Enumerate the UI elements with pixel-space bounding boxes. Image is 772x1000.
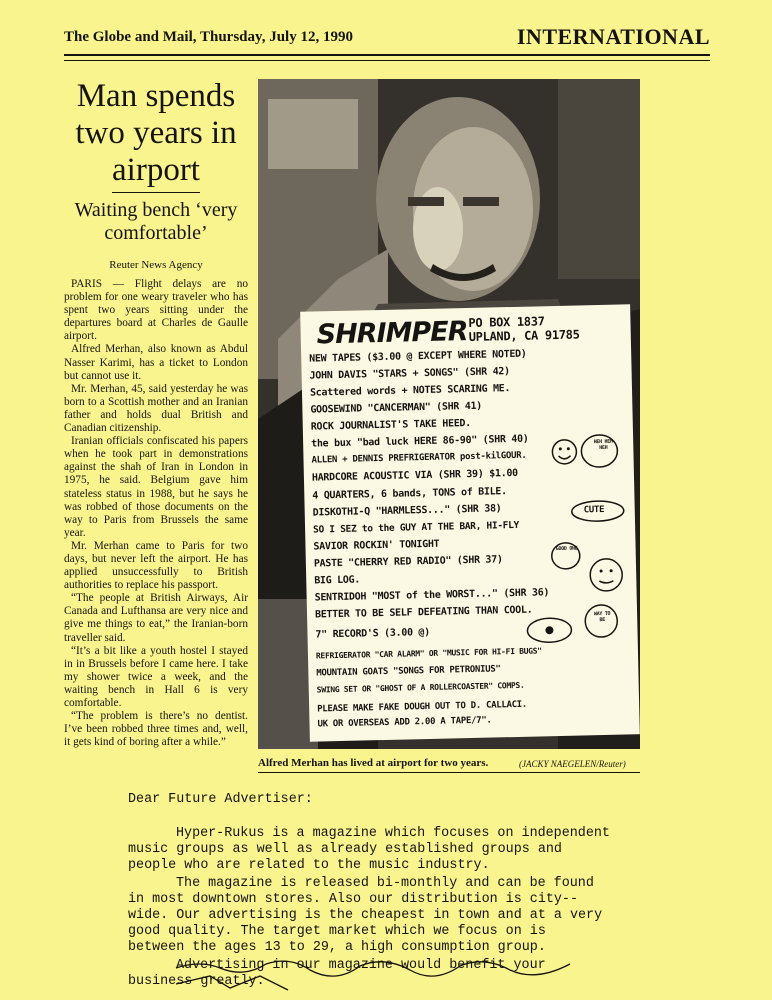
flyer-line: SO I SEZ to the GUY AT THE BAR, HI-FLY: [312, 519, 520, 536]
flyer-address: PO BOX 1837: [468, 314, 545, 330]
flyer-line: PASTE "CHERRY RED RADIO" (SHR 37): [313, 554, 503, 570]
headline: Man spends two years in airport: [75, 78, 237, 188]
bubble-text: CUTE: [583, 504, 605, 516]
flyer-line: UK OR OVERSEAS ADD 2.00 A TAPE/7".: [317, 715, 492, 730]
section-label: INTERNATIONAL: [516, 24, 710, 49]
letter-closing: Advertising in our magazine would benefit your: [176, 958, 546, 973]
flyer-line: DISKOTHI-Q "HARMLESS..." (SHR 38): [312, 503, 502, 519]
letter-line: between the ages 13 to 29, a high consumption group.: [128, 940, 546, 955]
flyer-line: the bux "bad luck HERE 86-90" (SHR 40): [311, 433, 529, 450]
article-paragraph: PARIS — Flight delays are no problem for one weary traveler who has spent two years sitting under the departures board at Charles de Gaulle airport.: [64, 278, 248, 343]
flyer-line: SENTRIDOH "MOST of the WORST..." (SHR 36): [314, 587, 550, 604]
flyer-line: MOUNTAIN GOATS "SONGS FOR PETRONIUS": [316, 664, 501, 679]
letter-line: The magazine is released bi-monthly and can be found: [176, 876, 594, 891]
flyer-logo: SHRIMPER: [316, 316, 468, 351]
byline: Reuter News Agency: [109, 259, 203, 271]
letter-line: people who are related to the music industry.: [128, 858, 490, 873]
flyer-line: Scattered words + NOTES SCARING ME.: [309, 383, 511, 399]
flyer-line: PLEASE MAKE FAKE DOUGH OUT TO D. CALLACI.: [317, 699, 528, 715]
flyer-line: ALLEN + DENNIS PREFRIGERATOR post-kilGOUR.: [311, 450, 527, 466]
flyer-line: BIG LOG.: [314, 574, 361, 587]
flyer-line: BETTER TO BE SELF DEFEATING THAN COOL.: [314, 604, 533, 621]
bubble-text: HEH HEH HEH: [593, 438, 613, 452]
article-paragraph: Alfred Merhan, also known as Abdul Nasser Karimi, has a ticket to London but cannot use it.: [64, 343, 248, 382]
flyer-line: HARDCORE ACOUSTIC VIA (SHR 39) $1.00: [311, 467, 518, 484]
flyer-line: JOHN DAVIS "STARS + SONGS" (SHR 42): [309, 366, 510, 382]
flyer-line: ROCK JOURNALIST'S TAKE HEED.: [310, 417, 472, 433]
caption-rule: [258, 772, 640, 773]
letter-line: music groups as well as already established groups and: [128, 842, 562, 857]
article-paragraph: Iranian officials confiscated his papers when he took part in demonstrations against the shah of Iran in London in 1975, he said. Belgium gave him stateless status in 1988, but he says he was robbed of those documents on the way to Paris from Brussels the same year.: [64, 435, 248, 539]
flyer-line: 7" RECORD'S (3.00 @): [315, 626, 431, 641]
headline-divider: [112, 192, 200, 193]
bubble-text: GOOD ONE: [555, 545, 578, 553]
article-body: [64, 278, 248, 749]
flyer-line: SAVIOR ROCKIN' TONIGHT: [313, 538, 440, 553]
letter-line: in most downtown stores. Also our distribution is city--: [128, 892, 578, 907]
subheadline: Waiting bench ‘very comfortable’: [74, 199, 238, 244]
newspaper-date-line: The Globe and Mail, Thursday, July 12, 1990: [64, 29, 353, 45]
article-paragraph: Mr. Merhan came to Paris for two days, but never left the airport. He has applied unsuccessfully to British authorities to replace his passport.: [64, 539, 248, 592]
eye-doodle-icon: [521, 601, 622, 655]
article-paragraph: “The problem is there’s no dentist. I’ve been robbed three times and, well, it gets kind of boring after a while.”: [64, 710, 248, 749]
article-paragraph: “It’s a bit like a youth hostel I stayed in in Brussels before I came here. I take my shower twice a week, and the waiting bench in Hall 6 is very comfortable.: [64, 644, 248, 709]
flyer-address: UPLAND, CA 91785: [468, 327, 580, 344]
flyer-line: GOOSEWIND "CANCERMAN" (SHR 41): [310, 400, 483, 416]
masthead-rule-thin: [64, 60, 710, 61]
shrimper-flyer: [300, 304, 640, 741]
masthead-rule: [64, 54, 710, 56]
masthead: [64, 24, 710, 52]
photo-credit: (JACKY NAEGELEN/Reuter): [519, 759, 626, 769]
article-paragraph: “The people at British Airways, Air Canada and Lufthansa are very nice and give me things to eat,” the Iranian-born traveller said.: [64, 592, 248, 644]
letter-line: good quality. The target market which we focus on is: [128, 924, 546, 939]
flyer-line: REFRIGERATOR "CAR ALARM" OR "MUSIC FOR HI-FI BUGS": [315, 646, 542, 661]
flyer-line: 4 QUARTERS, 6 bands, TONS of BILE.: [312, 486, 507, 502]
handwritten-strikethrough: [170, 958, 590, 992]
letter-line: Hyper-Rukus is a magazine which focuses on independent: [176, 826, 610, 841]
letter-closing: business greatly.: [128, 974, 265, 989]
flyer-line: NEW TAPES ($3.00 @ EXCEPT WHERE NOTED): [309, 348, 527, 365]
article-paragraph: Mr. Merhan, 45, said yesterday he was born to a Scottish mother and an Iranian father and holds dual British and Canadian citizenship.: [64, 382, 248, 435]
photo-caption: Alfred Merhan has lived at airport for two years.: [258, 757, 489, 769]
flyer-line: SWING SET OR "GHOST OF A ROLLERCOASTER" COMPS.: [316, 680, 525, 695]
letter-salutation: Dear Future Advertiser:: [128, 792, 313, 807]
bubble-text: WAY TO BE: [593, 610, 611, 624]
letter-line: wide. Our advertising is the cheapest in town and at a very: [128, 908, 603, 923]
